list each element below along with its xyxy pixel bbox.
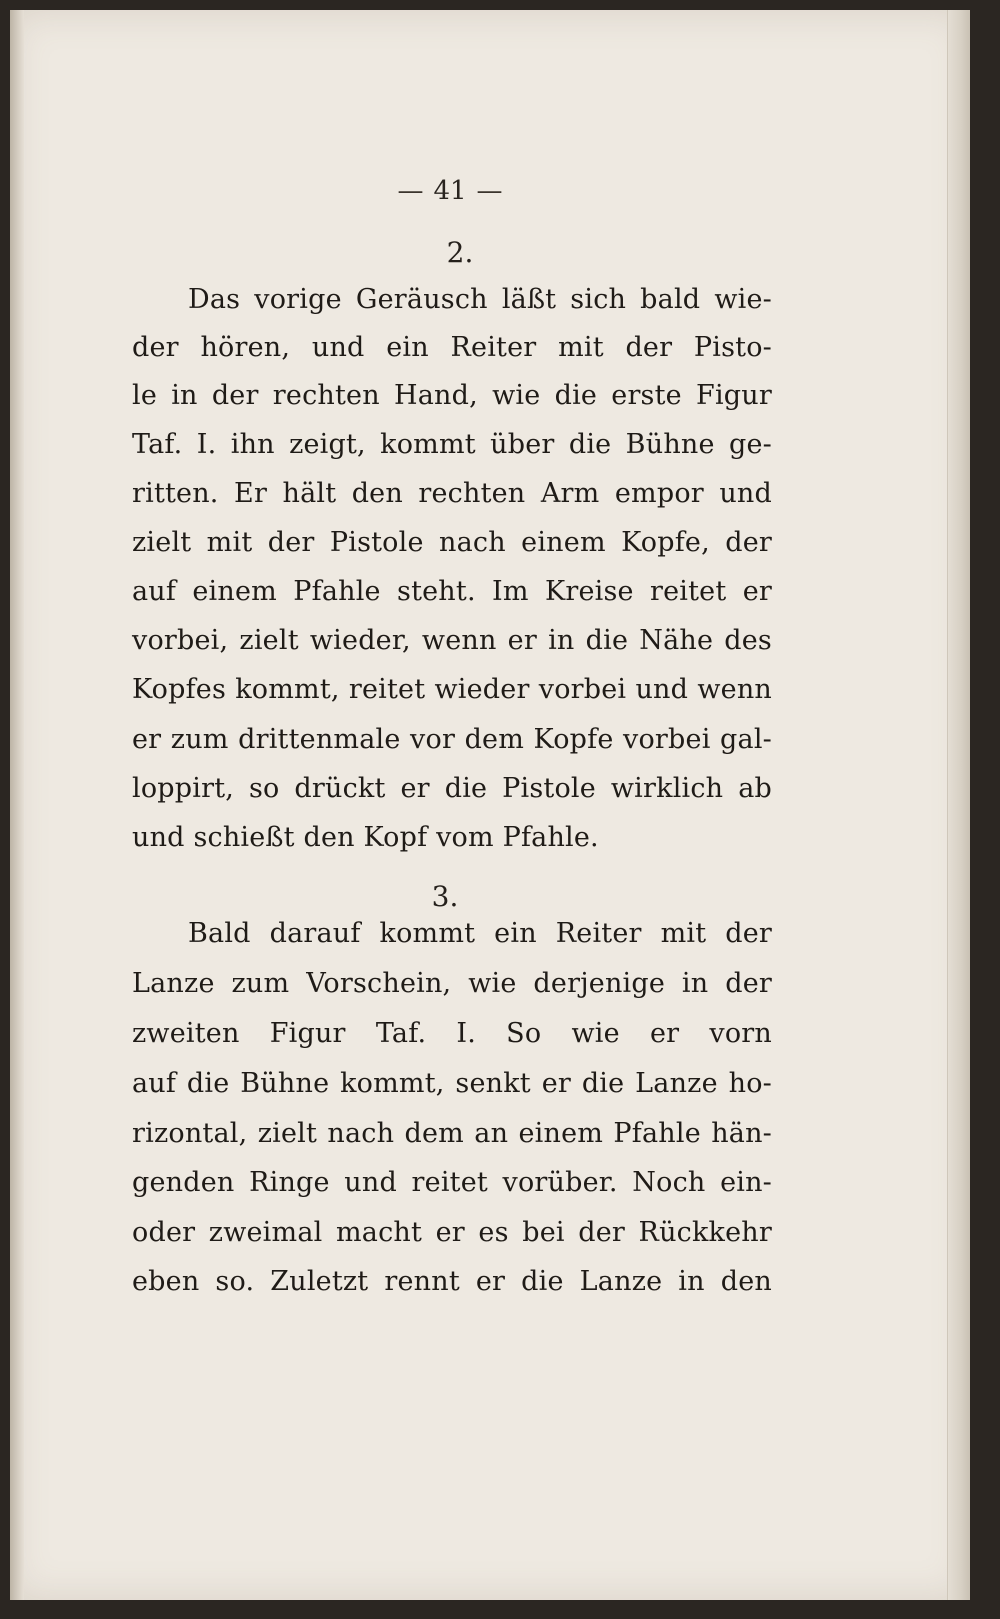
text-line: loppirt, so drückt er die Pistole wirklich ab xyxy=(132,773,772,804)
dash-right: — xyxy=(476,176,503,206)
text-line: Taf. I. ihn zeigt, kommt über die Bühne ge- xyxy=(132,429,772,460)
dash-left: — xyxy=(397,176,424,206)
paper-page xyxy=(10,10,970,1600)
text-line: der hören, und ein Reiter mit der Pisto- xyxy=(132,332,772,363)
text-line: er zum drittenmale vor dem Kopfe vorbei gal- xyxy=(132,724,772,755)
text-line: zielt mit der Pistole nach einem Kopfe, der xyxy=(132,527,772,558)
binding-edge xyxy=(10,10,24,1600)
text-line: zweiten Figur Taf. I. So wie er vorn xyxy=(132,1018,772,1049)
text-line: auf die Bühne kommt, senkt er die Lanze ho- xyxy=(132,1068,772,1099)
page-number: 41 xyxy=(433,176,467,206)
section-number-3: 3. xyxy=(431,880,459,913)
text-line: ritten. Er hält den rechten Arm empor und xyxy=(132,478,772,509)
text-line: und schießt den Kopf vom Pfahle. xyxy=(132,822,599,853)
text-line: oder zweimal macht er es bei der Rückkehr xyxy=(132,1217,772,1248)
section-number-2: 2. xyxy=(446,236,474,269)
text-line: auf einem Pfahle steht. Im Kreise reitet er xyxy=(132,576,772,607)
text-line: Das vorige Geräusch läßt sich bald wie- xyxy=(188,284,772,315)
text-line: Lanze zum Vorschein, wie derjenige in der xyxy=(132,968,772,999)
text-line: eben so. Zuletzt rennt er die Lanze in den xyxy=(132,1266,772,1297)
text-line: Kopfes kommt, reitet wieder vorbei und wenn xyxy=(132,674,772,705)
text-line: Bald darauf kommt ein Reiter mit der xyxy=(188,918,772,949)
page-edge xyxy=(947,10,970,1600)
running-head xyxy=(365,176,535,206)
text-line: genden Ringe und reitet vorüber. Noch ein- xyxy=(132,1167,772,1198)
text-line: vorbei, zielt wieder, wenn er in die Nähe des xyxy=(132,625,772,656)
text-line: le in der rechten Hand, wie die erste Figur xyxy=(132,380,772,411)
text-line: rizontal, zielt nach dem an einem Pfahle hän- xyxy=(132,1118,772,1149)
